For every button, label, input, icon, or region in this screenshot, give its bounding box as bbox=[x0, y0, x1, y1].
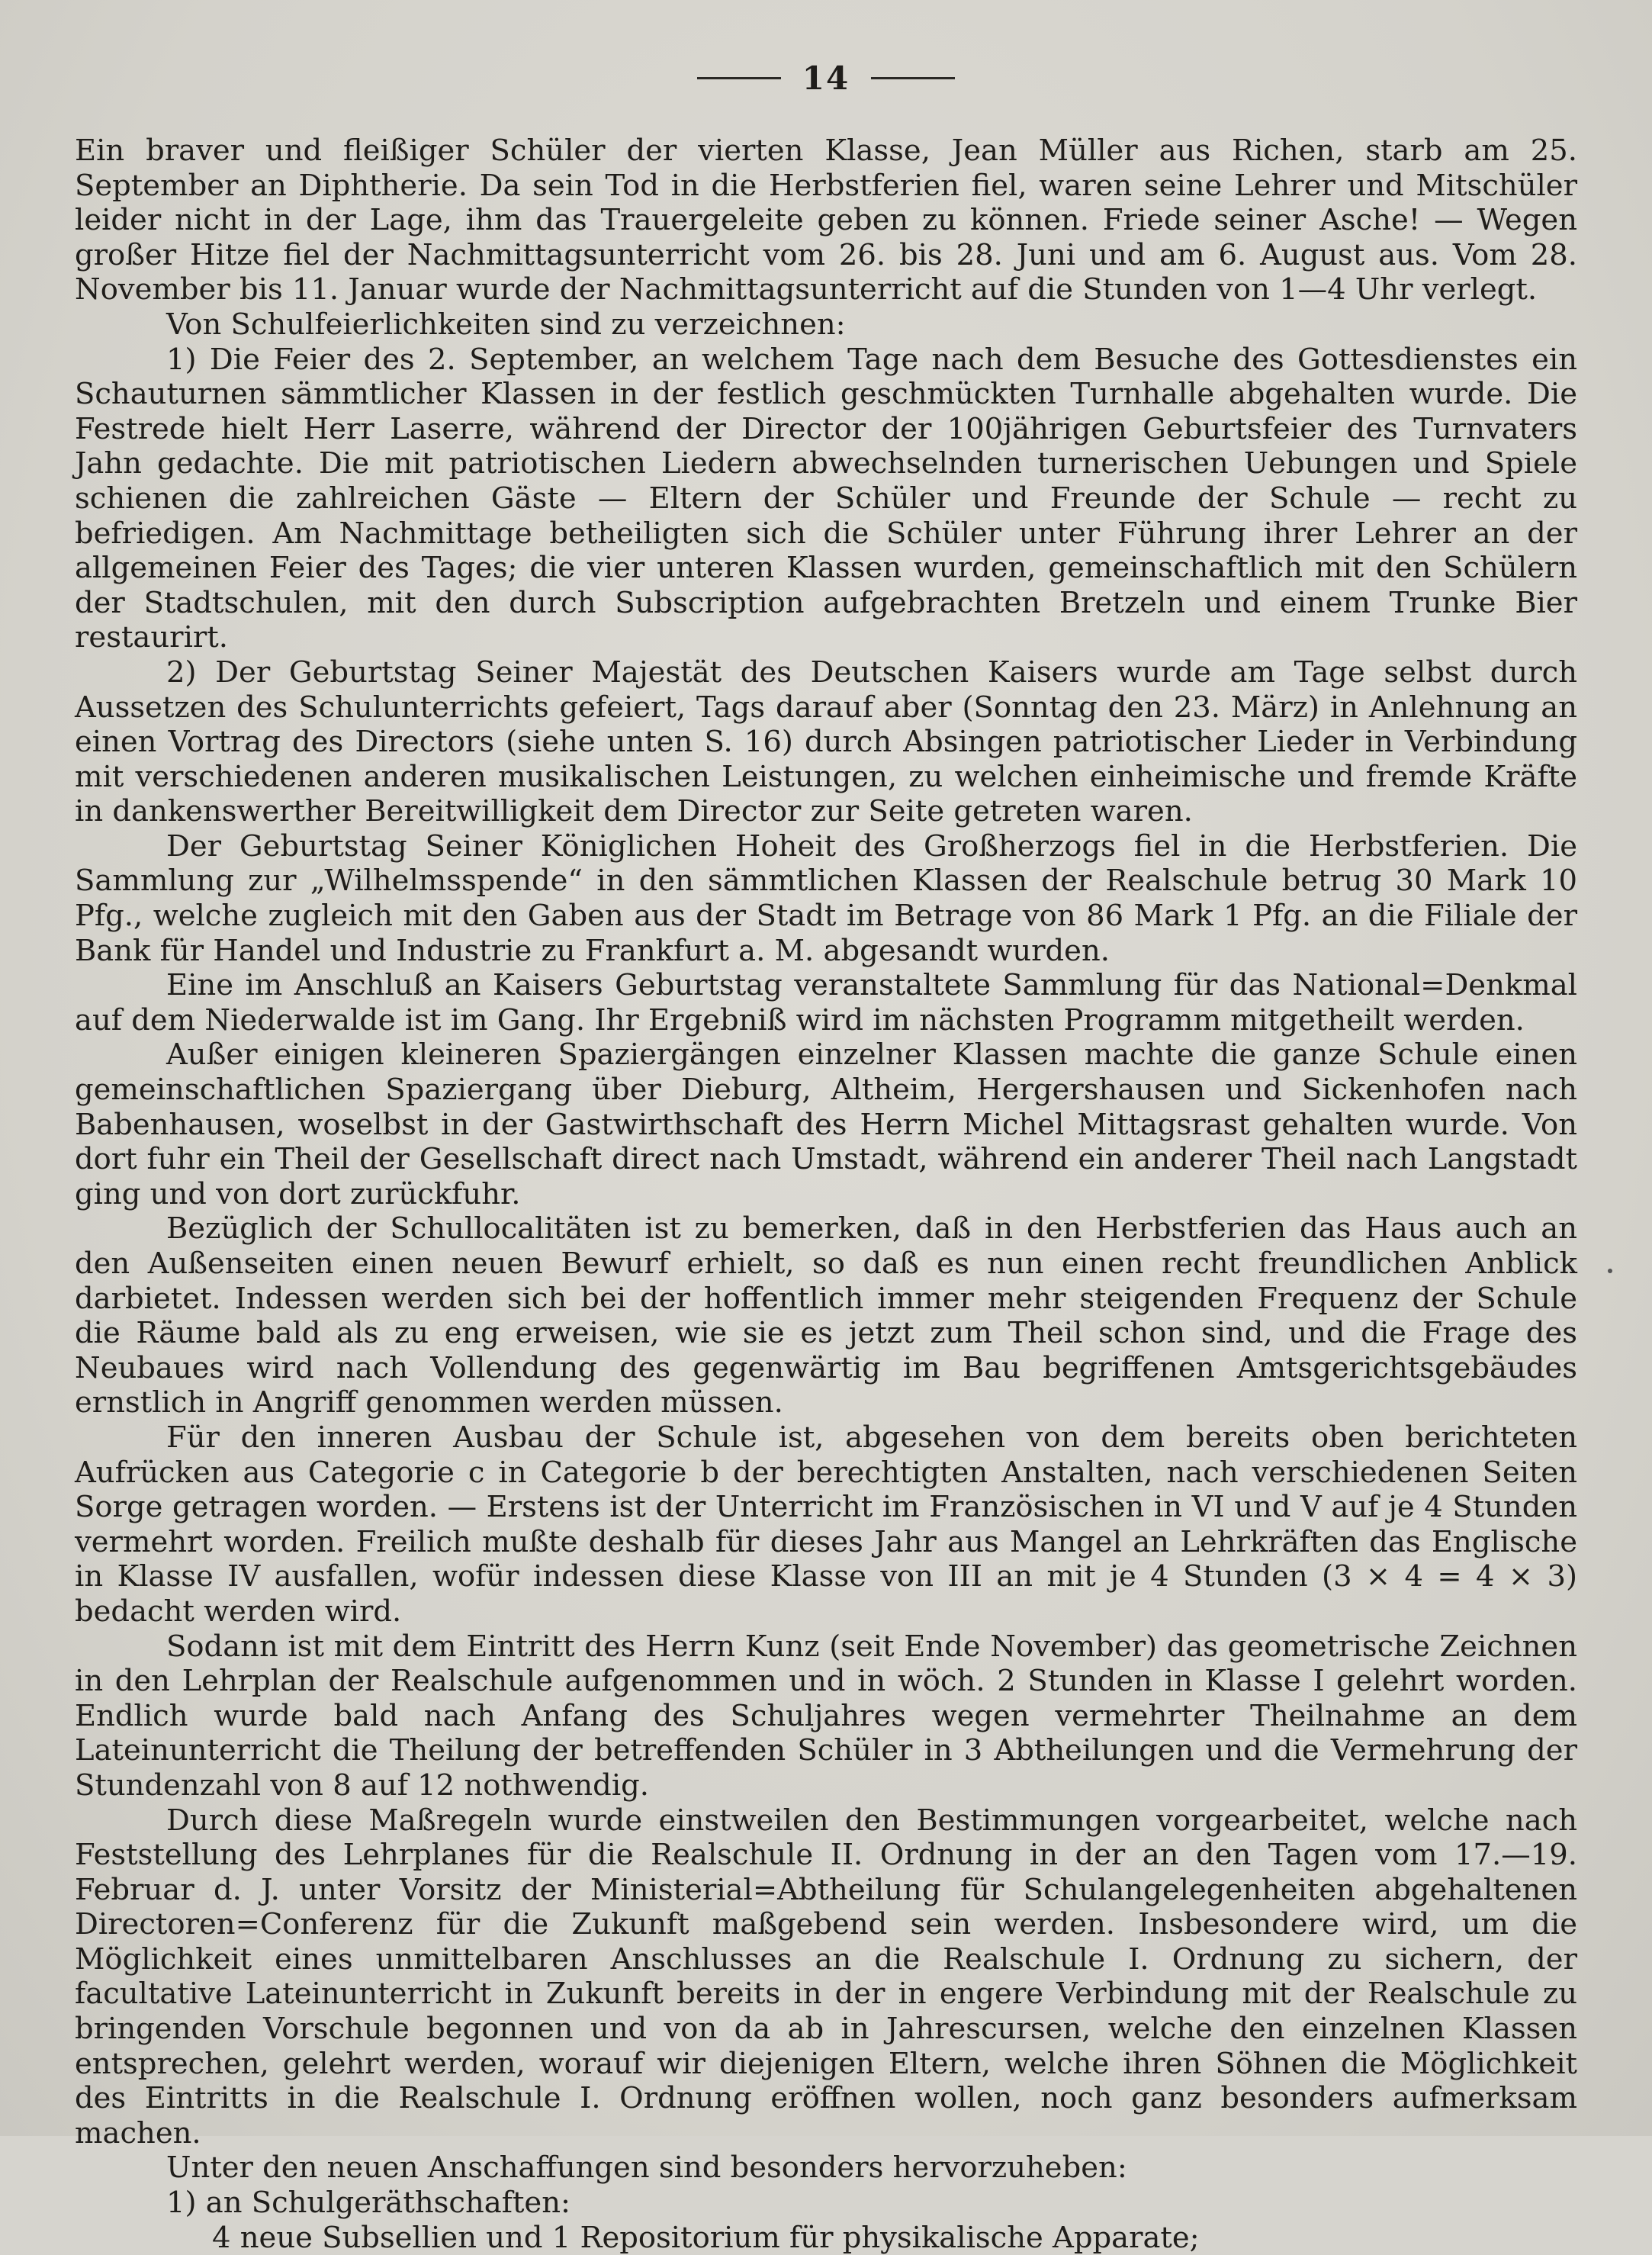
paragraph-internal-development: Für den inneren Ausbau der Schule ist, abgesehen von dem bereits oben berichteten Aufrücken aus Categorie c in Categorie b der berechtigten Anstalten, nach verschiedenen Seiten Sorge getragen worden. — Erstens ist der Unterricht im Französischen in VI und V auf je 4 Stunden vermehrt worden. Freilich mußte deshalb für dieses Jahr aus Mangel an Lehrkräften das Englische in Klasse IV ausfallen, wofür indessen diese Klasse von III an mit je 4 Stunden (3 × 4 = 4 × 3) bedacht werden wird. bbox=[75, 1420, 1577, 1629]
page-header bbox=[0, 60, 1652, 97]
paragraph-school-festivities-intro: Von Schulfeierlichkeiten sind zu verzeichnen: bbox=[166, 307, 846, 342]
header-rule-right bbox=[871, 77, 955, 79]
header-rule-left bbox=[697, 77, 781, 79]
paragraph-grand-duke-birthday: Der Geburtstag Seiner Königlichen Hoheit des Großherzogs fiel in die Herbstferien. Die Sammlung zur „Wilhelmsspende“ in den sämmtlichen Klassen der Realschule betrug 30 Mark 10 Pfg., welche zugleich mit den Gaben aus der Stadt im Betrage von 86 Mark 1 Pfg. an die Filiale der Bank für Handel und Industrie zu Frankfurt a. M. abgesandt wurden. bbox=[75, 828, 1577, 968]
paragraph-kaiser-birthday: 2) Der Geburtstag Seiner Majestät des Deutschen Kaisers wurde am Tage selbst durch Aussetzen des Schulunterrichts gefeiert, Tags darauf aber (Sonntag den 23. März) in Anlehnung an einen Vortrag des Directors (siehe unten S. 16) durch Absingen patriotischer Lieder in Verbindung mit verschiedenen anderen musikalischen Leistungen, zu welchen einheimische und fremde Kräfte in dankenswerther Bereitwilligkeit dem Director zur Seite getreten waren. bbox=[75, 655, 1577, 829]
paragraph-excursion: Außer einigen kleineren Spaziergängen einzelner Klassen machte die ganze Schule einen gemeinschaftlichen Spaziergang über Dieburg, Altheim, Hergershausen und Sickenhofen nach Babenhausen, woselbst in der Gastwirthschaft des Herrn Michel Mittagsrast gehalten wurde. Von dort fuhr ein Theil der Gesellschaft direct nach Umstadt, während ein anderer Theil nach Langstadt ging und von dort zurückfuhr. bbox=[75, 1037, 1577, 1211]
paragraph-drawing-latin: Sodann ist mit dem Eintritt des Herrn Kunz (seit Ende November) das geometrische Zeichnen in den Lehrplan der Realschule aufgenommen und in wöch. 2 Stunden in Klasse I gelehrt worden. Endlich wurde bald nach Anfang des Schuljahres wegen vermehrter Theilnahme an dem Lateinunterricht die Theilung der betreffenden Schüler in 3 Abtheilungen und die Vermehrung der Stundenzahl von 8 auf 12 nothwendig. bbox=[75, 1629, 1577, 1803]
paragraph-school-equipment: 1) an Schulgeräthschaften: bbox=[166, 2186, 570, 2221]
margin-speck bbox=[1608, 1269, 1612, 1273]
paragraph-directors-conference: Durch diese Maßregeln wurde einstweilen den Bestimmungen vorgearbeitet, welche nach Feststellung des Lehrplanes für die Realschule II. Ordnung in der an den Tagen vom 17.—19. Februar d. J. unter Vorsitz der Ministerial=Abtheilung für Schulangelegenheiten abgehaltenen Directoren=Conferenz für die Zukunft maßgebend sein werden. Insbesondere wird, um die Möglichkeit eines unmittelbaren Anschlusses an die Realschule I. Ordnung zu sichern, der facultative Lateinunterricht in Zukunft bereits in der in engere Verbindung mit der Realschule zu bringenden Vorschule begonnen und von da ab in Jahrescursen, welche den einzelnen Klassen entsprechen, gelehrt werden, worauf wir diejenigen Eltern, welche ihren Söhnen die Möglichkeit des Eintritts in die Realschule I. Ordnung eröffnen wollen, noch ganz besonders aufmerksam machen. bbox=[75, 1803, 1577, 2150]
paragraph-national-monument: Eine im Anschluß an Kaisers Geburtstag veranstaltete Sammlung für das National=Denkmal auf dem Niederwalde ist im Gang. Ihr Ergebniß wird im nächsten Programm mitgetheilt werden. bbox=[75, 968, 1577, 1037]
paragraph-sedan-day: 1) Die Feier des 2. September, an welchem Tage nach dem Besuche des Gottesdienstes ein Schauturnen sämmtlicher Klassen in der festlich geschmückten Turnhalle abgehalten wurde. Die Festrede hielt Herr Laserre, während der Director der 100jährigen Geburtsfeier des Turnvaters Jahn gedachte. Die mit patriotischen Liedern abwechselnden turnerischen Uebungen und Spiele schienen die zahlreichen Gäste — Eltern der Schüler und Freunde der Schule — recht zu befriedigen. Am Nachmittage betheiligten sich die Schüler unter Führung ihrer Lehrer an der allgemeinen Feier des Tages; die vier unteren Klassen wurden, gemeinschaftlich mit den Schülern der Stadtschulen, mit den durch Subscription aufgebrachten Bretzeln und einem Trunke Bier restaurirt. bbox=[75, 342, 1577, 655]
paragraph-school-premises: Bezüglich der Schullocalitäten ist zu bemerken, daß in den Herbstferien das Haus auch an den Außenseiten einen neuen Bewurf erhielt, so daß es nun einen recht freundlichen Anblick darbietet. Indessen werden sich bei der hoffentlich immer mehr steigenden Frequenz der Schule die Räume bald als zu eng erweisen, wie sie es jetzt zum Theil schon sind, und die Frage des Neubaues wird nach Vollendung des gegenwärtig im Bau begriffenen Amtsgerichtsgebäudes ernstlich in Angriff genommen werden müssen. bbox=[75, 1211, 1577, 1420]
paragraph-death-notice: Ein braver und fleißiger Schüler der vierten Klasse, Jean Müller aus Richen, starb am 25. September an Diphtherie. Da sein Tod in die Herbstferien fiel, waren seine Lehrer und Mitschüler leider nicht in der Lage, ihm das Trauergeleite geben zu können. Friede seiner Asche! — Wegen großer Hitze fiel der Nachmittagsunterricht vom 26. bis 28. Juni und am 6. August aus. Vom 28. November bis 11. Januar wurde der Nachmittagsunterricht auf die Stunden von 1—4 Uhr verlegt. bbox=[75, 133, 1577, 307]
page-body bbox=[75, 133, 1577, 2255]
page-number: 14 bbox=[802, 60, 850, 97]
paragraph-equipment-item: 4 neue Subsellien und 1 Repositorium für physikalische Apparate; bbox=[212, 2220, 1200, 2255]
paragraph-acquisitions-intro: Unter den neuen Anschaffungen sind besonders hervorzuheben: bbox=[166, 2150, 1127, 2186]
